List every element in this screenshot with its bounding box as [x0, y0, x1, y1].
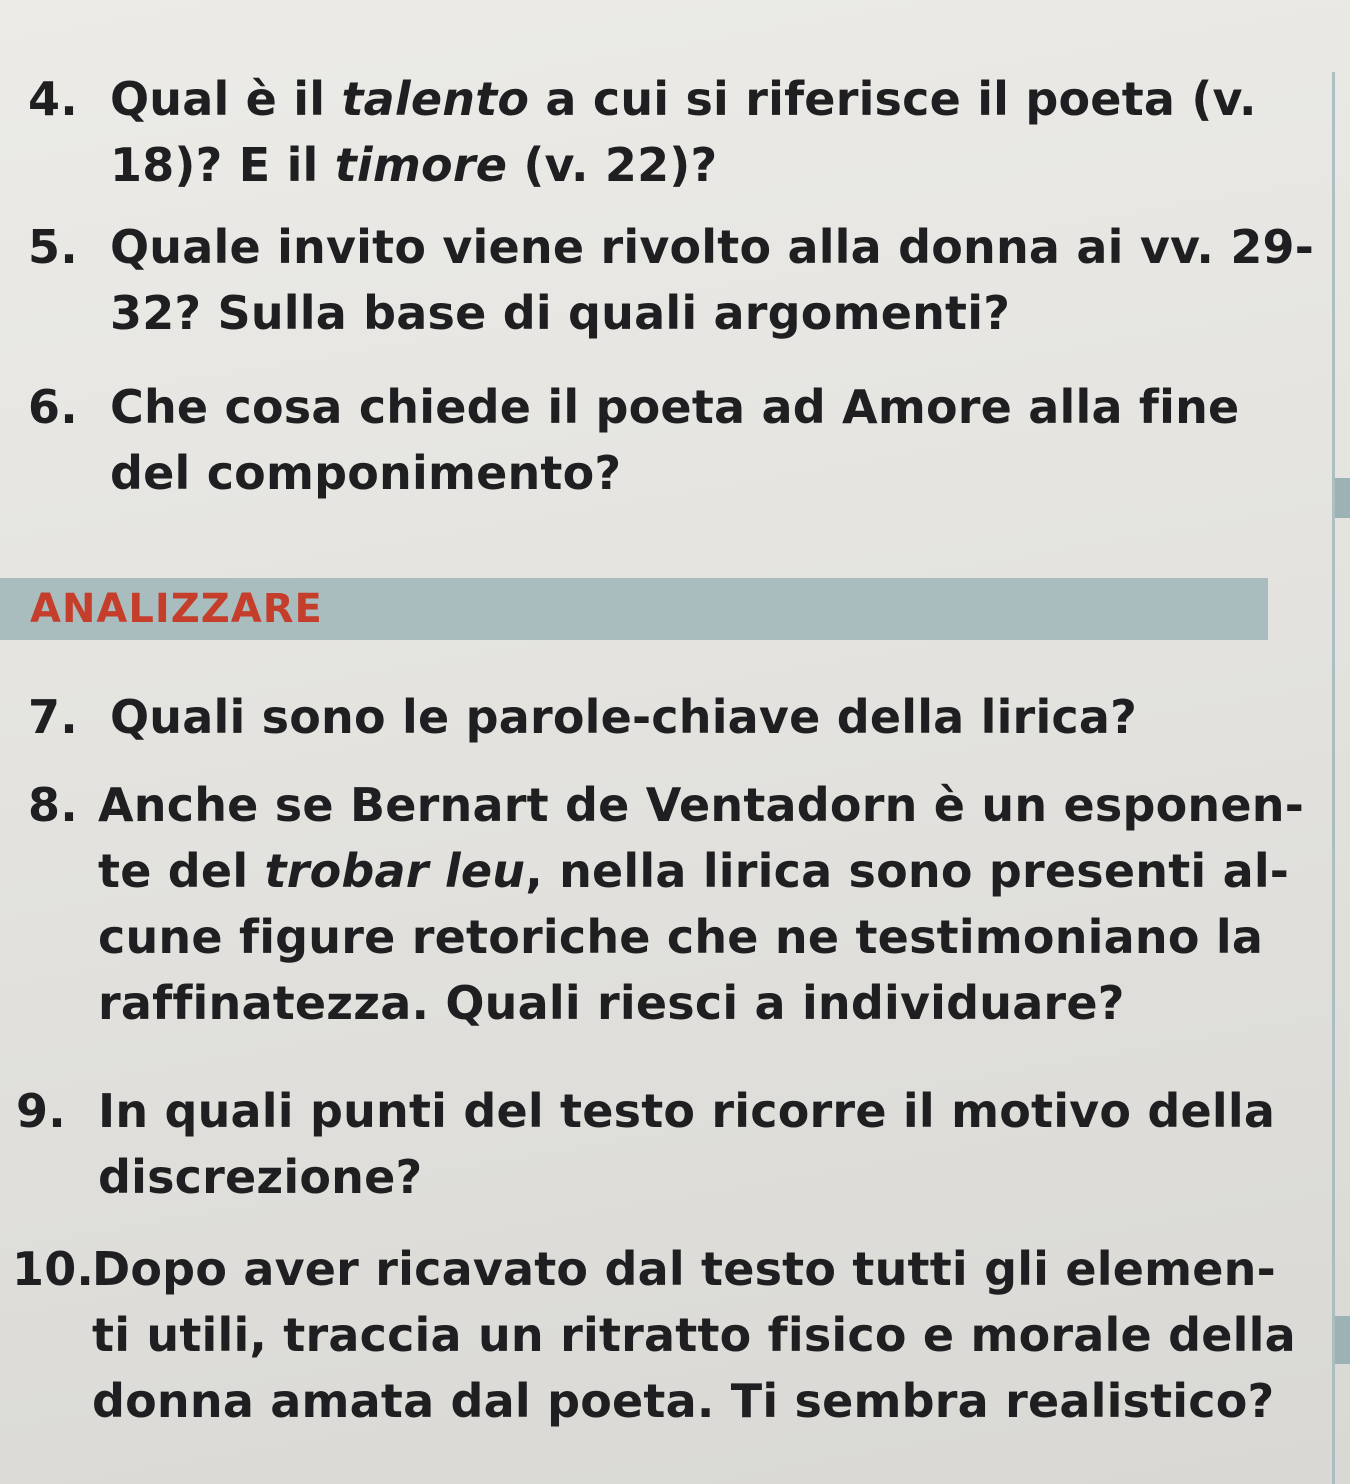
question-line: raffinatezza. Quali riesci a individuare?	[98, 976, 1125, 1030]
section-title: ANALIZZARE	[30, 586, 323, 632]
margin-tab	[1335, 1316, 1350, 1364]
question-line: Anche se Bernart de Ventadorn è un esponen-	[98, 778, 1304, 832]
question-line: Quale invito viene rivolto alla donna ai vv. 29-	[110, 220, 1315, 274]
question-line: discrezione?	[98, 1150, 423, 1204]
question-number: 4.	[28, 72, 78, 126]
question-line: Dopo aver ricavato dal testo tutti gli elemen-	[92, 1242, 1276, 1296]
question-line: 18)? E il timore (v. 22)?	[110, 138, 718, 192]
question-line: te del trobar leu, nella lirica sono presenti al-	[98, 844, 1290, 898]
question-line: 32? Sulla base di quali argomenti?	[110, 286, 1011, 340]
question-line: Qual è il talento a cui si riferisce il poeta (v.	[110, 72, 1257, 126]
margin-tab	[1335, 478, 1350, 518]
question-line: ti utili, traccia un ritratto fisico e morale della	[92, 1308, 1296, 1362]
question-line: del componimento?	[110, 446, 622, 500]
question-number: 6.	[28, 380, 78, 434]
question-number: 8.	[28, 778, 78, 832]
question-line: donna amata dal poeta. Ti sembra realistico?	[92, 1374, 1275, 1428]
question-line: In quali punti del testo ricorre il motivo della	[98, 1084, 1276, 1138]
margin-rule	[1332, 72, 1335, 1484]
question-number: 10.	[12, 1242, 95, 1296]
question-line: Che cosa chiede il poeta ad Amore alla fine	[110, 380, 1240, 434]
question-number: 7.	[28, 690, 78, 744]
question-number: 5.	[28, 220, 78, 274]
question-line: cune figure retoriche che ne testimoniano la	[98, 910, 1264, 964]
question-line: Quali sono le parole-chiave della lirica?	[110, 690, 1138, 744]
question-number: 9.	[16, 1084, 66, 1138]
